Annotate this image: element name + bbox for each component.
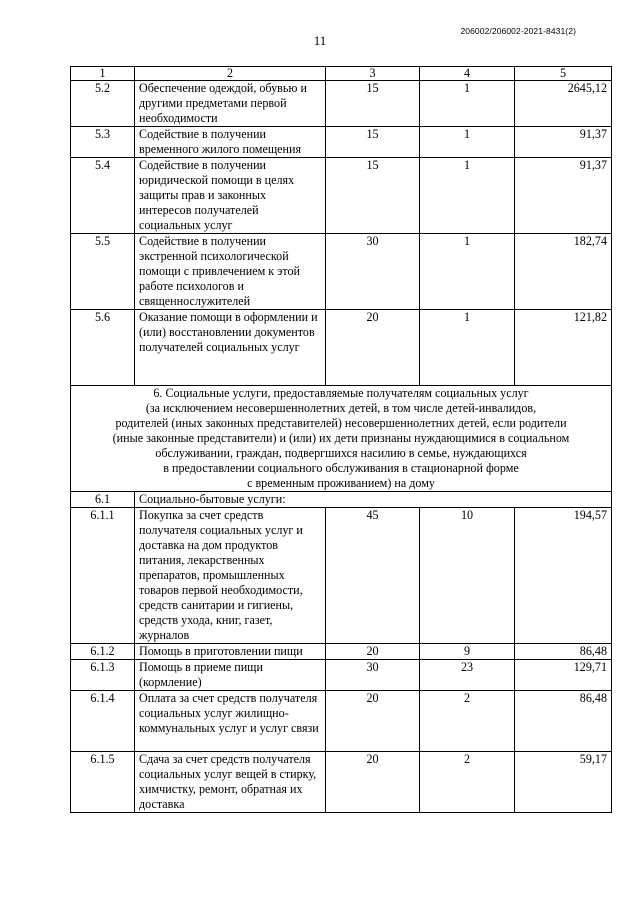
column-4-value: 10 bbox=[420, 508, 515, 644]
price-value: 121,82 bbox=[515, 310, 612, 386]
service-name: Содействие в получении экстренной психологической помощи с привлечением к этой работе психологов и священнослужителей bbox=[135, 234, 326, 310]
table-header-row bbox=[71, 67, 612, 81]
table-row bbox=[71, 81, 612, 127]
column-4-value: 1 bbox=[420, 127, 515, 158]
document-registration-code: 206002/206002-2021-8431(2) bbox=[460, 26, 576, 36]
price-value: 182,74 bbox=[515, 234, 612, 310]
table-row bbox=[71, 492, 612, 508]
service-name: Оказание помощи в оформлении и (или) восстановлении документов получателей социальных услуг bbox=[135, 310, 326, 386]
section-heading-line: в предоставлении социального обслуживания в стационарной форме bbox=[163, 461, 519, 475]
column-4-value: 2 bbox=[420, 752, 515, 813]
price-value: 194,57 bbox=[515, 508, 612, 644]
table-row bbox=[71, 158, 612, 234]
row-number: 5.5 bbox=[71, 234, 135, 310]
row-number: 5.6 bbox=[71, 310, 135, 386]
column-header: 3 bbox=[326, 67, 420, 81]
price-value: 86,48 bbox=[515, 644, 612, 660]
column-4-value: 1 bbox=[420, 310, 515, 386]
service-name: Сдача за счет средств получателя социальных услуг вещей в стирку, химчистку, ремонт, обратная их доставка bbox=[135, 752, 326, 813]
column-header: 4 bbox=[420, 67, 515, 81]
column-4-value: 1 bbox=[420, 81, 515, 127]
table-row bbox=[71, 508, 612, 644]
section-heading-line: обслуживании, граждан, подвергшихся насилию в семье, нуждающихся bbox=[155, 446, 527, 460]
subsection-title: Социально-бытовые услуги: bbox=[135, 492, 612, 508]
table-row bbox=[71, 644, 612, 660]
column-3-value: 20 bbox=[326, 644, 420, 660]
service-name: Помощь в приеме пищи (кормление) bbox=[135, 660, 326, 691]
price-value: 91,37 bbox=[515, 158, 612, 234]
service-name: Помощь в приготовлении пищи bbox=[135, 644, 326, 660]
column-4-value: 1 bbox=[420, 234, 515, 310]
column-header: 2 bbox=[135, 67, 326, 81]
row-number: 5.3 bbox=[71, 127, 135, 158]
service-name: Обеспечение одеждой, обувью и другими предметами первой необходимости bbox=[135, 81, 326, 127]
service-name: Покупка за счет средств получателя социальных услуг и доставка на дом продуктов питания, лекарственных препаратов, промышленных товаров первой необходимости, средств санитарии и гигиены, средств ухода, книг, газет, журналов bbox=[135, 508, 326, 644]
section-heading-line: родителей (иных законных представителей) несовершеннолетних детей, если родители bbox=[115, 416, 567, 430]
column-4-value: 9 bbox=[420, 644, 515, 660]
column-4-value: 23 bbox=[420, 660, 515, 691]
column-3-value: 15 bbox=[326, 81, 420, 127]
table-row bbox=[71, 660, 612, 691]
service-name: Содействие в получении юридической помощи в целях защиты прав и законных интересов получателей социальных услуг bbox=[135, 158, 326, 234]
price-value: 86,48 bbox=[515, 691, 612, 752]
column-3-value: 20 bbox=[326, 310, 420, 386]
services-table bbox=[70, 66, 612, 813]
service-name: Содействие в получении временного жилого помещения bbox=[135, 127, 326, 158]
row-number: 6.1.1 bbox=[71, 508, 135, 644]
row-number: 5.4 bbox=[71, 158, 135, 234]
column-4-value: 2 bbox=[420, 691, 515, 752]
column-3-value: 20 bbox=[326, 752, 420, 813]
column-4-value: 1 bbox=[420, 158, 515, 234]
column-header: 5 bbox=[515, 67, 612, 81]
price-value: 2645,12 bbox=[515, 81, 612, 127]
section-heading-line: 6. Социальные услуги, предоставляемые получателям социальных услуг bbox=[153, 386, 529, 400]
table-row bbox=[71, 234, 612, 310]
price-value: 129,71 bbox=[515, 660, 612, 691]
section-heading-line: (за исключением несовершеннолетних детей, в том числе детей-инвалидов, bbox=[145, 401, 537, 415]
row-number: 5.2 bbox=[71, 81, 135, 127]
table-row bbox=[71, 310, 612, 386]
column-header: 1 bbox=[71, 67, 135, 81]
column-3-value: 20 bbox=[326, 691, 420, 752]
column-3-value: 15 bbox=[326, 158, 420, 234]
price-value: 91,37 bbox=[515, 127, 612, 158]
page-number: 11 bbox=[313, 33, 327, 48]
row-number: 6.1.3 bbox=[71, 660, 135, 691]
row-number: 6.1.5 bbox=[71, 752, 135, 813]
row-number: 6.1 bbox=[71, 492, 135, 508]
row-number: 6.1.4 bbox=[71, 691, 135, 752]
section-6-heading bbox=[71, 386, 612, 492]
price-value: 59,17 bbox=[515, 752, 612, 813]
section-heading-row bbox=[71, 386, 612, 492]
table-row bbox=[71, 752, 612, 813]
table-row bbox=[71, 691, 612, 752]
table-row bbox=[71, 127, 612, 158]
row-number: 6.1.2 bbox=[71, 644, 135, 660]
section-heading-line: (иные законные представители) и (или) их дети признаны нуждающимися в социальном bbox=[112, 431, 570, 445]
service-name: Оплата за счет средств получателя социальных услуг жилищно-коммунальных услуг и услуг связи bbox=[135, 691, 326, 752]
column-3-value: 30 bbox=[326, 660, 420, 691]
column-3-value: 45 bbox=[326, 508, 420, 644]
column-3-value: 15 bbox=[326, 127, 420, 158]
column-3-value: 30 bbox=[326, 234, 420, 310]
section-heading-line: с временным проживанием) на дому bbox=[247, 476, 435, 490]
